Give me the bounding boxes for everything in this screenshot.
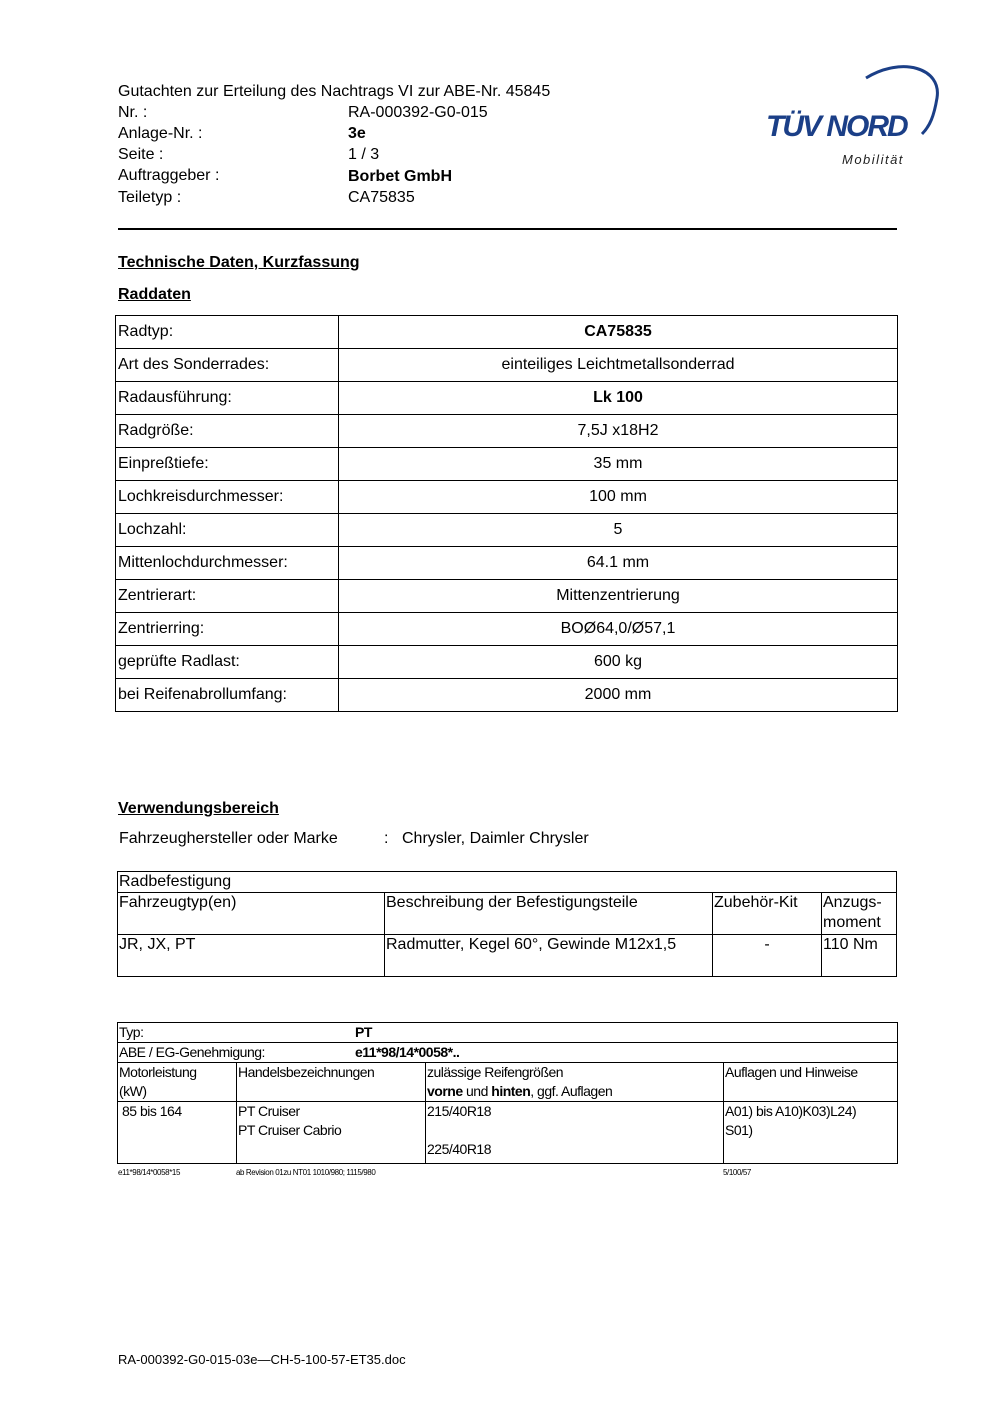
reifen-1: 215/40R18 [427, 1103, 492, 1119]
small-note-code: 5/100/57 [723, 1168, 751, 1177]
table-row [118, 893, 897, 935]
raddaten-key: Zentrierring: [116, 613, 339, 646]
header-auflagen: Auflagen und Hinweise [724, 1063, 898, 1102]
raddaten-key: Einpreßtiefe: [116, 448, 339, 481]
radbefestigung-title: Radbefestigung [118, 872, 897, 893]
nr-value: RA-000392-G0-015 [348, 104, 488, 121]
seite-value: 1 / 3 [348, 146, 380, 163]
hersteller-separator: : [384, 830, 389, 847]
raddaten-value: Lk 100 [339, 382, 898, 415]
raddaten-value: 100 mm [339, 481, 898, 514]
raddaten-value: 600 kg [339, 646, 898, 679]
table-row [116, 481, 898, 514]
logo-brand: TÜV NORD [766, 110, 907, 143]
header-handelsbezeichnungen: Handelsbezeichnungen [237, 1063, 426, 1102]
table-row [118, 935, 897, 977]
header-anzugsmoment: Anzugs- moment [822, 893, 897, 935]
abe-label: ABE / EG-Genehmigung: [119, 1044, 265, 1060]
section-verwendungsbereich: Verwendungsbereich [118, 800, 279, 817]
table-row [118, 1043, 898, 1063]
abe-value: e11*98/14*0058*.. [355, 1044, 460, 1060]
header-motorleistung: Motorleistung (kW) [118, 1063, 237, 1102]
raddaten-value: BOØ64,0/Ø57,1 [339, 613, 898, 646]
handel-1: PT Cruiser [238, 1103, 300, 1119]
table-row [116, 580, 898, 613]
table-row [116, 679, 898, 712]
raddaten-value: 7,5J x18H2 [339, 415, 898, 448]
raddaten-value: CA75835 [339, 316, 898, 349]
cell-fahrzeugtyp: JR, JX, PT [118, 935, 385, 977]
raddaten-key: Radgröße: [116, 415, 339, 448]
cell-reifengroessen [426, 1102, 724, 1164]
hersteller-value: Chrysler, Daimler Chrysler [402, 830, 589, 847]
anlage-value: 3e [348, 125, 366, 142]
raddaten-value: 35 mm [339, 448, 898, 481]
raddaten-key: Art des Sonderrades: [116, 349, 339, 382]
table-row [118, 872, 897, 893]
header-fahrzeugtyp: Fahrzeugtyp(en) [118, 893, 385, 935]
table-row [118, 1023, 898, 1043]
raddaten-key: Lochkreisdurchmesser: [116, 481, 339, 514]
raddaten-value: 5 [339, 514, 898, 547]
small-note-revision: ab Revision 01zu NT01 1010/980; 1115/980 [236, 1168, 376, 1177]
raddaten-value: Mittenzentrierung [339, 580, 898, 613]
cell-anzugsmoment: 110 Nm [822, 935, 897, 977]
typ-row [118, 1023, 898, 1043]
table-row [116, 349, 898, 382]
header-divider [118, 228, 897, 230]
table-row [116, 448, 898, 481]
raddaten-body [116, 316, 898, 712]
raddaten-table [115, 315, 898, 712]
raddaten-key: bei Reifenabrollumfang: [116, 679, 339, 712]
table-row [118, 1102, 898, 1164]
auftraggeber-label: Auftraggeber : [118, 167, 220, 184]
raddaten-value: 2000 mm [339, 679, 898, 712]
section-raddaten: Raddaten [118, 286, 191, 303]
logo-sub: Mobilität [842, 152, 904, 167]
anlage-label: Anlage-Nr. : [118, 125, 203, 142]
small-note-abe: e11*98/14*0058*15 [118, 1168, 181, 1177]
table-row [116, 415, 898, 448]
raddaten-key: Lochzahl: [116, 514, 339, 547]
table-row [116, 316, 898, 349]
nr-label: Nr. : [118, 104, 148, 121]
raddaten-value: 64.1 mm [339, 547, 898, 580]
typ-label: Typ: [119, 1024, 144, 1040]
table-row [116, 646, 898, 679]
teiletyp-label: Teiletyp : [118, 189, 182, 206]
section-technische-daten: Technische Daten, Kurzfassung [118, 254, 360, 271]
raddaten-key: Mittenlochdurchmesser: [116, 547, 339, 580]
reifen-und: und [462, 1083, 492, 1099]
cell-motorleistung: 85 bis 164 [118, 1102, 237, 1164]
table-row [118, 1063, 898, 1102]
tuev-nord-logo [762, 58, 942, 170]
report-title: Gutachten zur Erteilung des Nachtrags VI zur ABE-Nr. 45845 [118, 83, 551, 100]
hersteller-label: Fahrzeughersteller oder Marke [119, 830, 338, 847]
table-row [116, 382, 898, 415]
raddaten-value: einteiliges Leichtmetallsonderrad [339, 349, 898, 382]
teiletyp-value: CA75835 [348, 189, 415, 206]
seite-label: Seite : [118, 146, 164, 163]
reifen-vorne: vorne [427, 1083, 463, 1099]
auftraggeber-value: Borbet GmbH [348, 168, 452, 185]
footer-filename: RA-000392-G0-015-03e—CH-5-100-57-ET35.doc [118, 1352, 406, 1367]
typ-table [117, 1022, 898, 1164]
header-zubehoer-kit: Zubehör-Kit [713, 893, 822, 935]
header-beschreibung: Beschreibung der Befestigungsteile [385, 893, 713, 935]
reifen-rest: , ggf. Auflagen [530, 1083, 613, 1099]
cell-auflagen [724, 1102, 898, 1164]
cell-beschreibung: Radmutter, Kegel 60°, Gewinde M12x1,5 [385, 935, 713, 977]
auflagen-1: A01) bis A10)K03)L24) [725, 1103, 857, 1119]
handel-2: PT Cruiser Cabrio [238, 1122, 342, 1138]
auflagen-2: S01) [725, 1122, 753, 1138]
raddaten-key: Zentrierart: [116, 580, 339, 613]
table-row [116, 514, 898, 547]
table-row [116, 547, 898, 580]
typ-value: PT [355, 1024, 372, 1040]
reifen-2: 225/40R18 [427, 1141, 492, 1157]
abe-row [118, 1043, 898, 1063]
radbefestigung-table [117, 871, 897, 977]
raddaten-key: Radausführung: [116, 382, 339, 415]
raddaten-key: Radtyp: [116, 316, 339, 349]
raddaten-key: geprüfte Radlast: [116, 646, 339, 679]
reifen-header-line1: zulässige Reifengrößen [427, 1064, 564, 1080]
cell-handelsbezeichnungen [237, 1102, 426, 1164]
cell-zubehoer-kit: - [713, 935, 822, 977]
reifen-hinten: hinten [491, 1083, 531, 1099]
table-row [116, 613, 898, 646]
header-reifengroessen [426, 1063, 724, 1102]
